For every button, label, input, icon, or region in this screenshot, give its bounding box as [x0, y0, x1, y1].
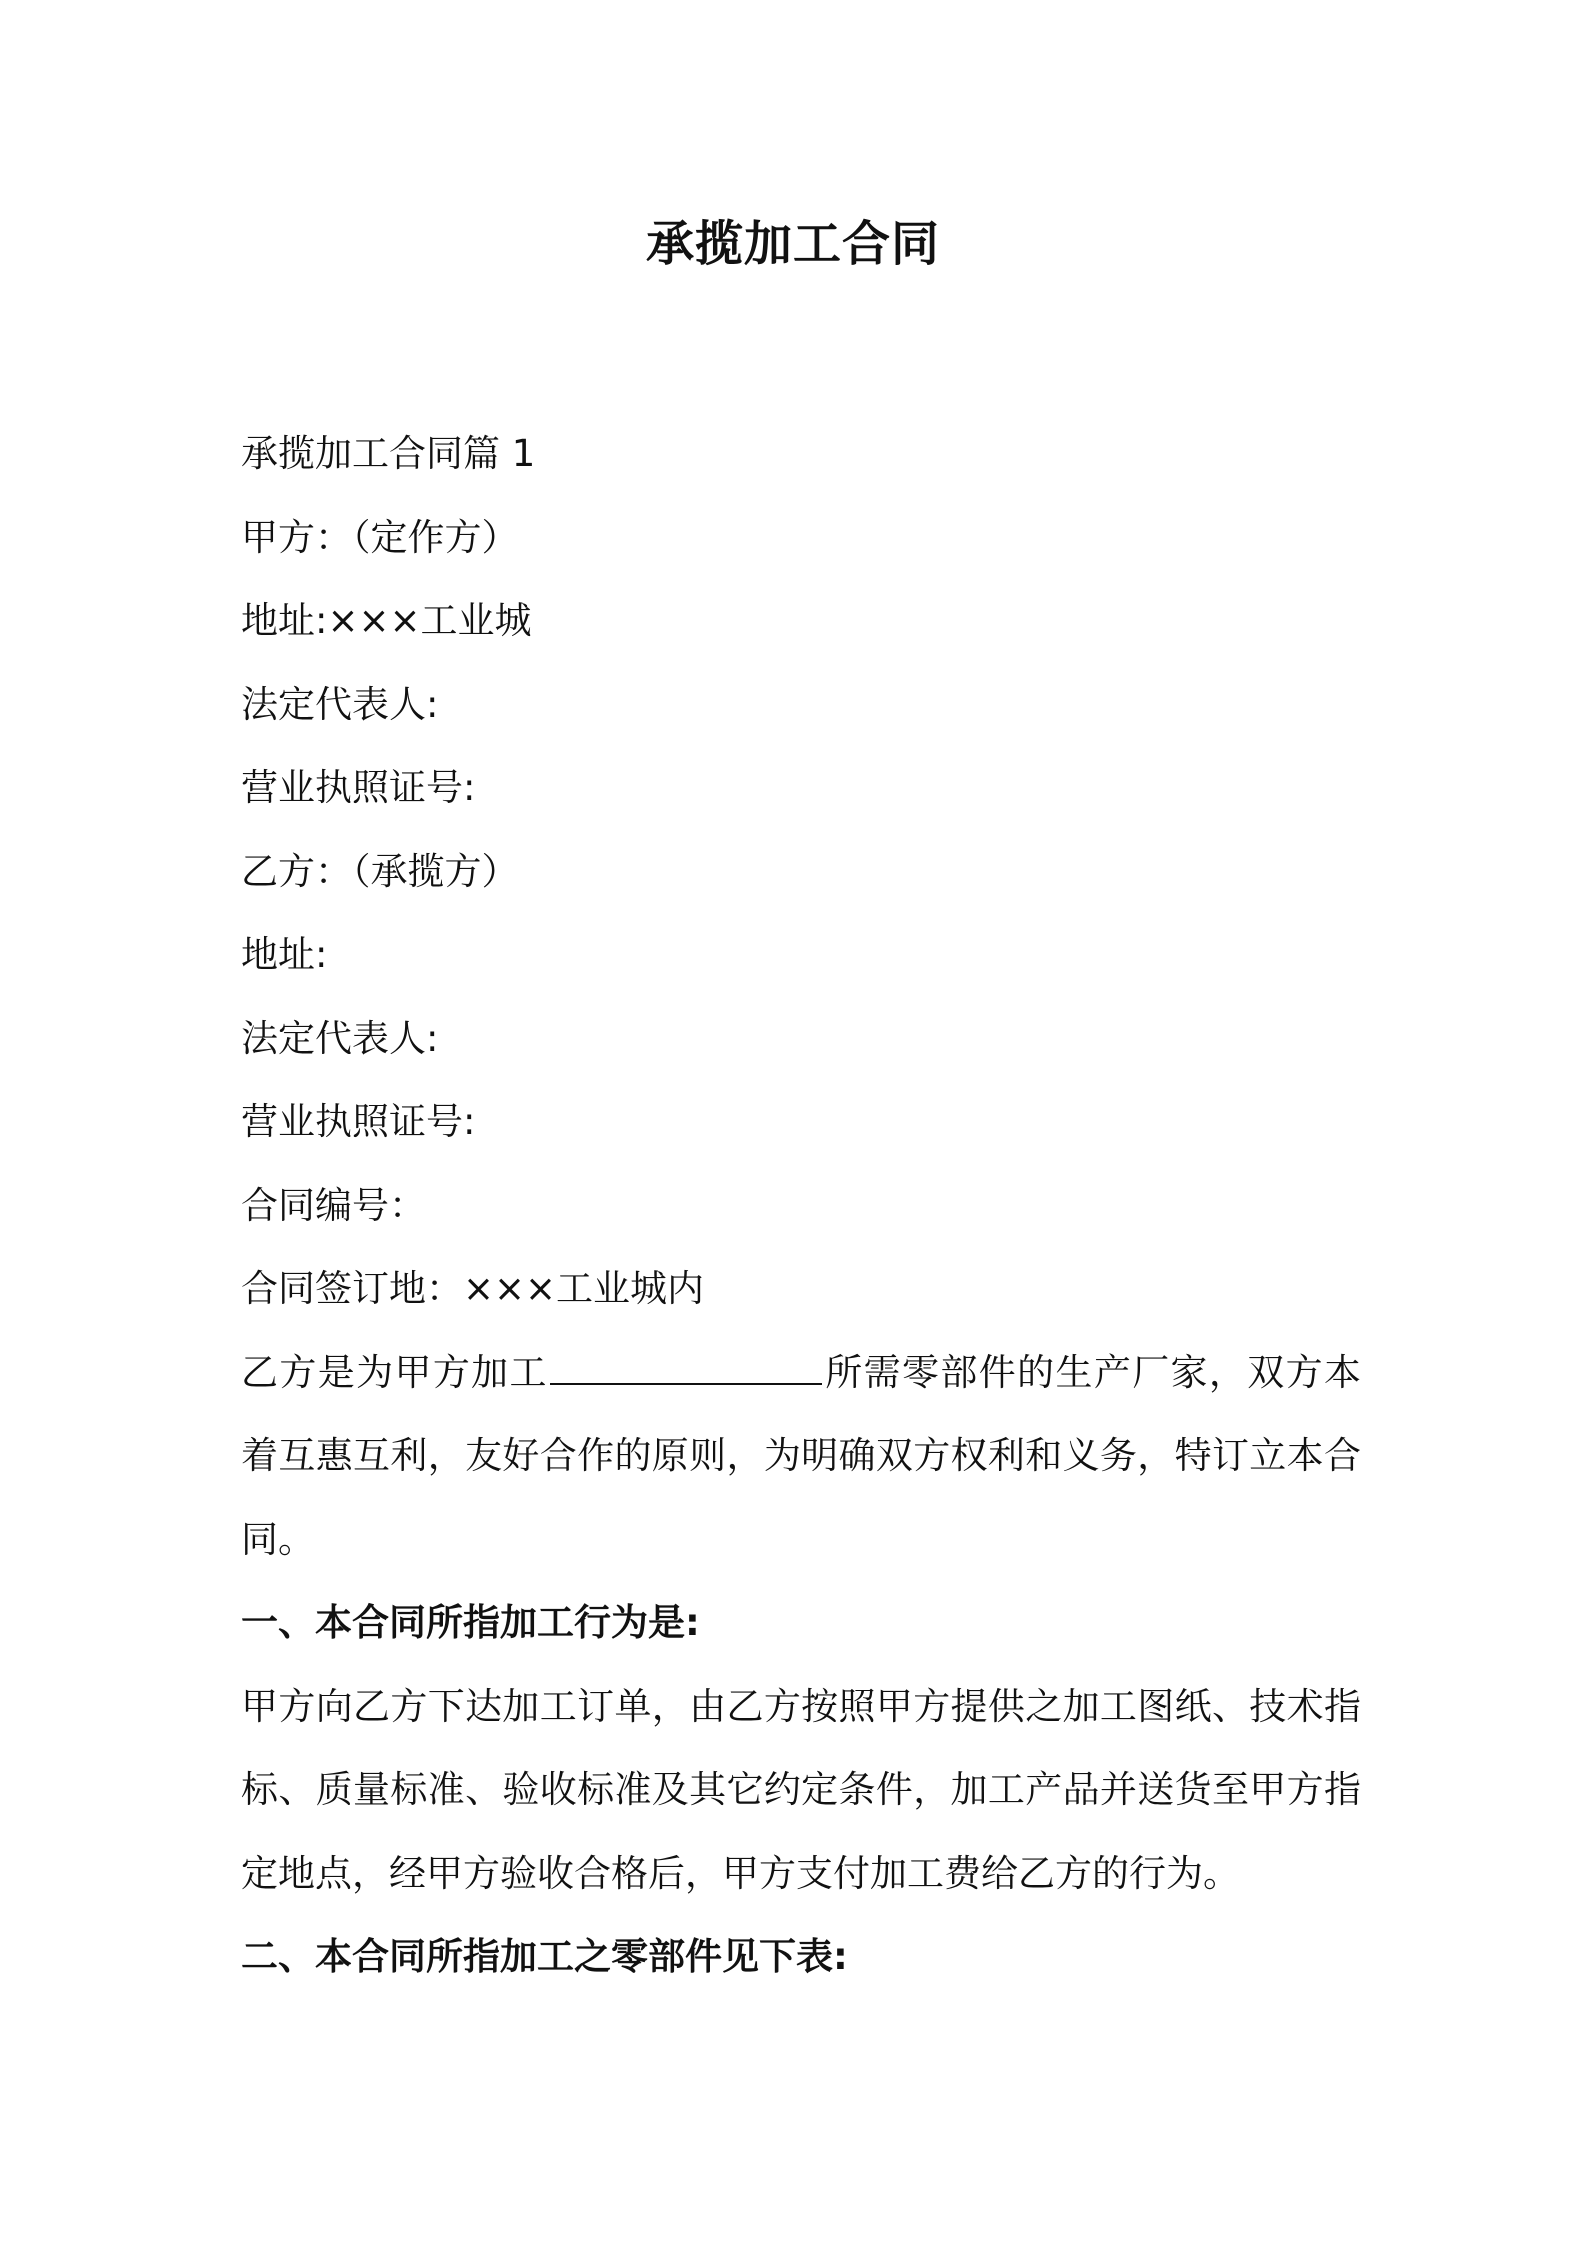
party-a-address: 地址:×××工业城 — [241, 599, 532, 642]
clause-2-heading: 二、本合同所指加工之零部件见下表: — [241, 1935, 848, 1978]
party-b-license-no: 营业执照证号: — [241, 1100, 476, 1143]
intro-paragraph — [241, 1331, 1361, 1582]
fill-in-blank — [550, 1353, 822, 1385]
clause-1-heading: 一、本合同所指加工行为是: — [241, 1601, 700, 1644]
party-b-label: 乙方：（承揽方） — [241, 849, 519, 893]
contract-number: 合同编号： — [241, 1183, 426, 1227]
party-a-label: 甲方：（定作方） — [241, 515, 519, 559]
party-b-legal-rep: 法定代表人: — [241, 1016, 439, 1060]
signing-place: 合同签订地：×××工业城内 — [241, 1267, 705, 1310]
document-body — [241, 412, 1361, 1999]
party-a-legal-rep: 法定代表人: — [241, 682, 439, 726]
section-heading: 承揽加工合同篇 1 — [241, 432, 536, 475]
intro-text-before-blank: 乙方是为甲方加工 — [241, 1350, 548, 1394]
party-b-address: 地址: — [241, 933, 328, 976]
intro-text-after-blank: 所需零部件的生产厂家，双方本着互惠互利，友好合作的原则，为明确双方权利和义务，特订立本合同。 — [241, 1350, 1362, 1561]
document-title: 承揽加工合同 — [645, 216, 940, 272]
party-a-license-no: 营业执照证号: — [241, 766, 476, 809]
clause-1-body: 甲方向乙方下达加工订单，由乙方按照甲方提供之加工图纸、技术指标、质量标准、验收标准及其它约定条件，加工产品并送货至甲方指定地点，经甲方验收合格后，甲方支付加工费给乙方的行为。 — [241, 1684, 1361, 1895]
